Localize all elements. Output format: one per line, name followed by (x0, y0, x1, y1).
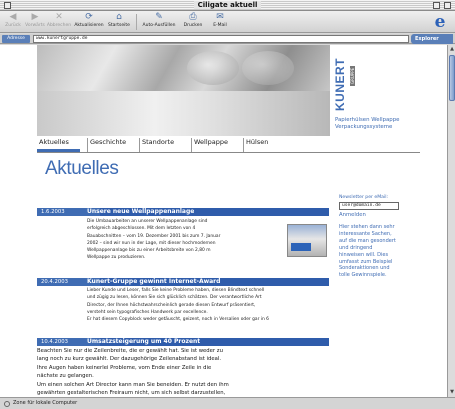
news-header-bar (37, 278, 329, 286)
sidebar-info-line: und dringend (339, 244, 373, 251)
sidebar-info-line: auf die man gesondert (339, 237, 396, 244)
refresh-button[interactable] (73, 12, 105, 32)
banner-photo (37, 91, 330, 136)
address-label: Adresse (2, 35, 30, 43)
scroll-thumb[interactable] (449, 55, 455, 101)
status-bar (0, 397, 455, 409)
window-titlebar[interactable] (0, 0, 455, 11)
stop-icon: ✕ (55, 12, 63, 22)
home-button[interactable] (106, 12, 132, 32)
news-photo[interactable] (287, 224, 327, 257)
window-title: Ciligate aktuell (194, 1, 262, 9)
nav-item-aktuelles[interactable]: Aktuelles (37, 138, 80, 152)
news-date: 10.4.2003 (41, 339, 68, 345)
home-button-label: Startseite (108, 23, 130, 28)
news-line: lang noch zu kurz gewählt. Der dazugehörige Zeilenabstand ist ideal. (37, 356, 222, 363)
news-line: 2002 – sind wir nun in der Lage, mit dieser hochmodernen (87, 240, 216, 246)
brand-block (330, 45, 420, 137)
brand-tagline-2: Verpackungssysteme (335, 124, 393, 130)
forward-button-label: Vorwärts (25, 23, 45, 28)
main-nav (37, 138, 330, 152)
status-text: Zone für lokale Computer (13, 400, 78, 406)
url-input[interactable]: www.kunertgruppe.de (33, 35, 409, 43)
newsletter-email-input[interactable]: user@domain.de (339, 202, 399, 210)
news-line: versteht sein typografisches Handwerk par excellence. (87, 309, 208, 315)
print-button-label: Drucken (183, 23, 203, 28)
sidebar-info-text (339, 224, 401, 279)
page-title: Aktuelles (45, 158, 119, 179)
forward-arrow-icon: ▶ (31, 12, 39, 22)
sidebar-info-line: Hier stehen dann sehr (339, 224, 395, 230)
news-line: Die Umbauarbeiten an unserer Wellpappenanlage sind (87, 219, 208, 224)
news-title[interactable]: Unsere neue Wellpappenanlage (87, 208, 195, 215)
newsletter-sidebar (339, 195, 401, 279)
news-line: Bauabschnitten – vom 19. Dezember 2001 bis zum 7. Januar (87, 233, 221, 239)
news-line: Um einen solchen Art Director kann man Sie beneiden. Er nutzt den ihm (37, 381, 229, 388)
news-date: 1.6.2003 (41, 209, 65, 215)
brand-logo-text: KUNERT (333, 58, 347, 111)
back-arrow-icon: ◀ (9, 12, 17, 22)
zone-globe-icon (4, 401, 10, 407)
print-icon: ⎙ (189, 12, 197, 22)
autofill-icon: ✎ (155, 12, 163, 22)
paper-roll-graphic (242, 51, 294, 85)
news-line: nächste zu gelangen. (37, 373, 94, 380)
vertical-scrollbar[interactable] (447, 45, 455, 397)
refresh-button-label: Aktualisieren (74, 23, 104, 28)
stop-button[interactable] (46, 12, 72, 32)
mail-icon: ✉ (216, 12, 224, 22)
subscribe-link[interactable]: Anmelden (339, 212, 366, 218)
home-icon: ⌂ (116, 12, 122, 22)
mail-button[interactable] (207, 12, 233, 32)
news-body (87, 287, 269, 323)
news-line: gewährten gestalterischen Freiraum nicht, um sich selbst darzustellen, (37, 390, 226, 397)
autofill-button-label: Auto-Ausfüllen (142, 23, 176, 28)
news-line: Wellpappe zu produzieren. (87, 255, 146, 261)
news-line: erfolgreich abgeschlossen. Mit dem letzten von 4 (87, 226, 196, 232)
news-line: Lieber Kunde und Leser, falls Sie keine Probleme haben, diesen Blindtext schnell (87, 288, 265, 293)
news-header-bar (37, 208, 329, 216)
stop-button-label: Abbrechen (46, 23, 72, 28)
brand-tagline-1: Papierhülsen Wellpappe (335, 117, 400, 123)
news-line: Beachten Sie nur die Zeilenbreite, die er gewählt hat. Sie ist weder zu (37, 348, 223, 354)
refresh-icon: ⟳ (85, 12, 93, 22)
window-title-wrap (0, 1, 455, 9)
browser-logo-icon: e (434, 12, 446, 32)
forward-button[interactable] (24, 12, 46, 32)
news-body (37, 347, 229, 397)
mail-button-label: E-Mail (213, 23, 227, 28)
page-viewport (0, 45, 447, 397)
back-button-label: Zurück (5, 23, 21, 28)
news-title[interactable]: Kunert-Gruppe gewinnt Internet-Award (87, 278, 221, 285)
back-button[interactable] (2, 12, 24, 32)
collapse-box-icon[interactable] (444, 2, 451, 9)
header-photo (37, 45, 330, 91)
nav-divider (37, 152, 420, 153)
news-header-bar (37, 338, 329, 346)
sidebar-info-line: interessante Sachen, (339, 230, 392, 237)
news-date: 20.4.2003 (41, 279, 68, 285)
news-line: Ihre Augen haben keinerlei Probleme, vom Ende einer Zeile in die (37, 364, 212, 371)
scroll-up-arrow-icon[interactable]: ▲ (450, 46, 454, 52)
newsletter-label: Newsletter per eMail: (339, 195, 389, 200)
news-line: Director, der Ihnen höchstwahrscheinlich gerade diesen Entwurf präsentiert, (87, 302, 256, 308)
address-bar (0, 34, 455, 44)
nav-item-geschichte[interactable]: Geschichte (87, 138, 139, 152)
sidebar-info-line: Sonderaktionen und (339, 265, 390, 272)
nav-item-huelsen[interactable]: Hülsen (243, 138, 295, 152)
nav-item-wellpappe[interactable]: Wellpappe (191, 138, 243, 152)
browser-toolbar (0, 11, 455, 33)
machine-graphic (291, 243, 311, 251)
zoom-box-icon[interactable] (433, 2, 440, 9)
explorer-tab[interactable]: Explorer (411, 34, 453, 44)
news-title[interactable]: Umsatzsteigerung um 40 Prozent (87, 338, 201, 345)
autofill-button[interactable] (140, 12, 178, 32)
sidebar-info-line: umfasst zum Beispiel (339, 258, 393, 265)
paper-roll-graphic (187, 51, 239, 85)
sidebar-info-line: tolle Gewinnspiele. (339, 272, 387, 279)
sidebar-info-line: hinweisen will. Dies (339, 251, 389, 258)
toolbar-divider (136, 14, 137, 30)
news-line: und zügig zu lesen, können Sie sich glücklich schätzen. Der verantwortliche Art (87, 295, 262, 301)
news-line: Er hat diesem Copyblock weder getäuscht, geizent, noch in Versalien oder gar in 6 (87, 317, 269, 323)
brand-logo-sub: GRUPPE (350, 67, 355, 84)
scroll-down-arrow-icon[interactable]: ▼ (450, 389, 454, 395)
web-page (37, 45, 420, 397)
print-button[interactable] (180, 12, 206, 32)
news-line: Wellpappenanlage bis zu einer Arbeitsbreite von 2,80 m (87, 248, 211, 254)
nav-item-standorte[interactable]: Standorte (139, 138, 191, 152)
news-body (87, 218, 220, 262)
